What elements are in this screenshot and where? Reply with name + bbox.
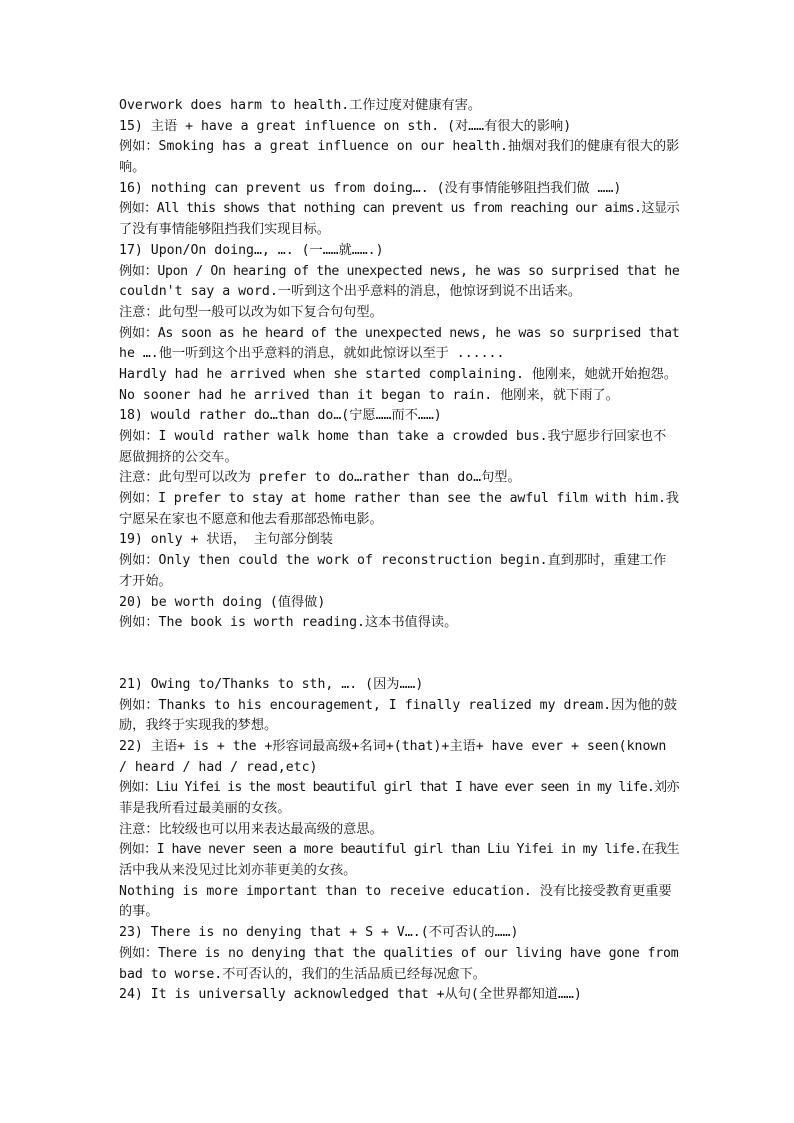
text-line: 了没有事情能够阻挡我们实现目标。	[119, 222, 330, 238]
text-line: 18) would rather do…than do…(宁愿……而不……)	[119, 408, 442, 424]
text-line: 响。	[119, 160, 146, 176]
text-line: 的事。	[119, 904, 159, 920]
text-line: 19) only + 状语， 主句部分倒装	[119, 532, 333, 548]
text-line: Overwork does harm to health.工作过度对健康有害。	[119, 98, 482, 113]
text-line: he ….他一听到这个出乎意料的消息，就如此惊讶以至于 ......	[119, 346, 505, 362]
text-line: 愿做拥挤的公交车。	[119, 449, 238, 465]
text-line: 才开始。	[119, 573, 172, 589]
text-line: 例如：Liu Yifei is the most beautiful girl that I have ever seen in my life.刘亦	[119, 780, 679, 796]
text-line: Nothing is more important than to receive education. 没有比接受教育更重要	[119, 883, 672, 899]
text-line: 例如：I have never seen a more beautiful girl than Liu Yifei in my life.在我生	[119, 842, 680, 858]
section-gap	[119, 634, 679, 675]
text-line: 17) Upon/On doing…, …. (一……就…….)	[119, 242, 384, 258]
text-line: Hardly had he arrived when she started complaining. 他刚来，她就开始抱怨。	[119, 366, 677, 382]
text-line: 例如：Only then could the work of reconstruction begin.直到那时，重建工作	[119, 553, 667, 569]
text-line: 23) There is no denying that + S + V….(不可否认的……)	[119, 925, 519, 941]
text-line: 宁愿呆在家也不愿意和他去看那部恐怖电影。	[119, 511, 383, 527]
text-line: 22) 主语+ is + the +形容词最高级+名词+(that)+主语+ have ever + seen(known	[119, 738, 667, 754]
text-line: / heard / had / read,etc)	[119, 759, 318, 775]
text-line: 注意：此句型一般可以改为如下复合句句型。	[119, 304, 383, 320]
text-line: 15) 主语 + have a great influence on sth. (对……有很大的影响)	[119, 118, 572, 134]
text-line: 例如：There is no denying that the qualities of our living have gone from	[119, 945, 679, 961]
text-line: 注意：比较级也可以用来表达最高级的意思。	[119, 821, 383, 837]
document-page	[119, 96, 679, 1006]
text-line: couldn't say a word.一听到这个出乎意料的消息，他惊讶到说不出话来。	[119, 284, 582, 300]
text-line: 注意：此句型可以改为 prefer to do…rather than do…句型。	[119, 470, 521, 486]
text-line: 20) be worth doing (值得做)	[119, 594, 326, 610]
text-line: 例如：Thanks to his encouragement, I finally realized my dream.因为他的鼓	[119, 697, 678, 713]
text-line: 例如：I prefer to stay at home rather than see the awful film with him.我	[119, 491, 679, 507]
text-line: No sooner had he arrived than it began to rain. 他刚来，就下雨了。	[119, 387, 619, 403]
section-items-15-20	[119, 96, 679, 634]
text-line: 例如：Smoking has a great influence on our health.抽烟对我们的健康有很大的影	[119, 139, 680, 155]
text-line: 24) It is universally acknowledged that +从句(全世界都知道……)	[119, 987, 582, 1003]
text-line: 例如：I would rather walk home than take a crowded bus.我宁愿步行回家也不	[119, 429, 667, 444]
text-line: 例如：The book is worth reading.这本书值得读。	[119, 615, 458, 631]
text-line: 21) Owing to/Thanks to sth, …. (因为……)	[119, 676, 424, 692]
text-line: 例如：As soon as he heard of the unexpected news, he was so surprised that	[119, 325, 680, 341]
text-line: 活中我从来没见过比刘亦菲更美的女孩。	[119, 863, 357, 879]
text-line: 例如：All this shows that nothing can prevent us from reaching our aims.这显示	[119, 201, 680, 217]
text-line: 例如：Upon / On hearing of the unexpected news, he was so surprised that he	[119, 263, 680, 279]
text-line: 励，我终于实现我的梦想。	[119, 718, 278, 734]
text-line: bad to worse.不可否认的，我们的生活品质已经每况愈下。	[119, 966, 486, 982]
section-items-21-24	[119, 675, 679, 1006]
text-line: 16) nothing can prevent us from doing…. (没有事情能够阻挡我们做 ……)	[119, 180, 622, 196]
text-line: 菲是我所看过最美丽的女孩。	[119, 801, 291, 816]
